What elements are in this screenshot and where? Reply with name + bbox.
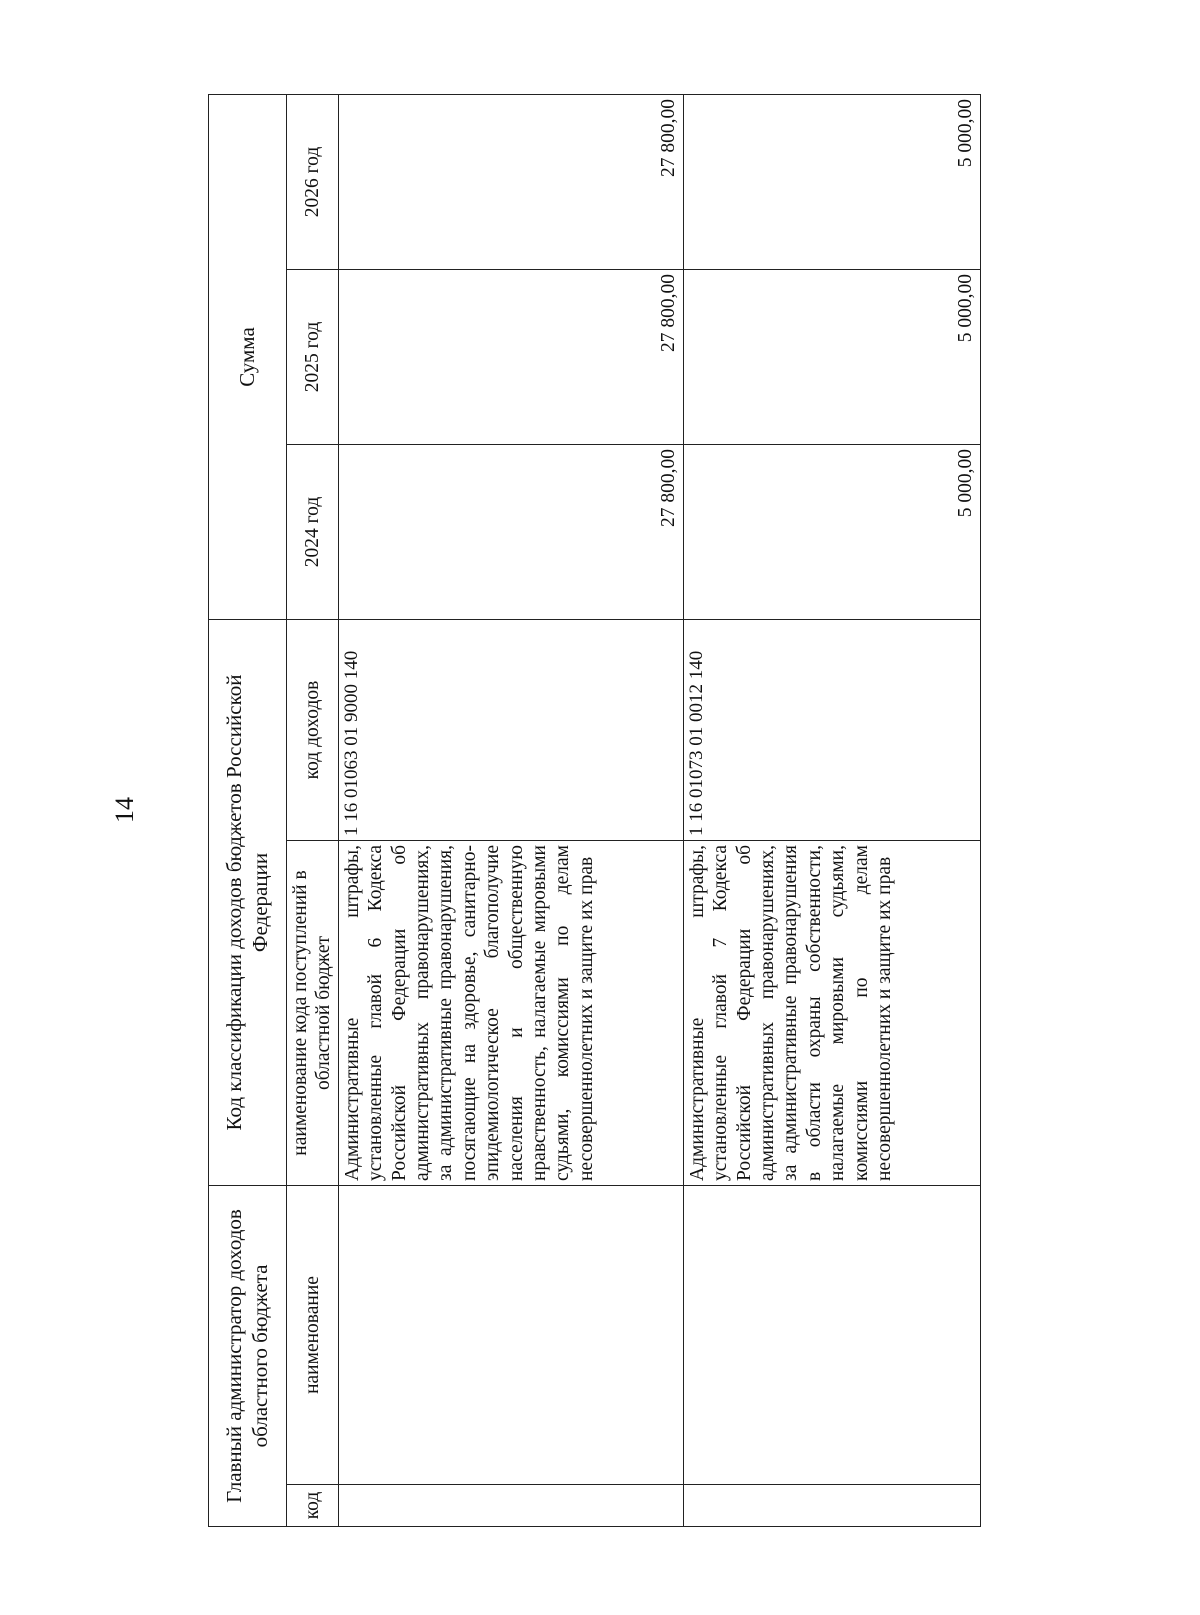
header-row-columns xyxy=(287,94,339,1526)
header-income-code: код доходов xyxy=(287,619,339,840)
header-year-2025: 2025 год xyxy=(287,269,339,444)
row-code xyxy=(338,1485,683,1527)
table-row xyxy=(683,94,980,1526)
header-year-2026: 2026 год xyxy=(287,94,339,269)
page-number: 14 xyxy=(110,797,139,823)
row-sum-2026: 27 800,00 xyxy=(338,94,683,269)
row-sum-2024: 5 000,00 xyxy=(683,444,980,619)
header-row-groups xyxy=(209,94,287,1526)
header-admin-group: Главный администратор доходов областного бюджета xyxy=(209,1186,287,1527)
row-name xyxy=(338,1186,683,1485)
row-income-name: Административные штрафы, установленные главой 7 Кодекса Российской Федерации об административных правонарушениях, за административные правонарушения в области охраны собственности, налагаемые мировыми судьями, комиссиями по делам несовершеннолетних и защите их прав xyxy=(683,841,980,1186)
row-income-code: 1 16 01073 01 0012 140 xyxy=(683,619,980,840)
rotated-table-container xyxy=(208,95,978,1527)
table-row xyxy=(338,94,683,1526)
row-sum-2026: 5 000,00 xyxy=(683,94,980,269)
header-year-2024: 2024 год xyxy=(287,444,339,619)
budget-income-table xyxy=(208,94,981,1527)
row-sum-2024: 27 800,00 xyxy=(338,444,683,619)
header-income-name: наименование кода поступлений в областной бюджет xyxy=(287,841,339,1186)
header-code: код xyxy=(287,1485,339,1527)
row-sum-2025: 5 000,00 xyxy=(683,269,980,444)
header-name: наименование xyxy=(287,1186,339,1485)
row-income-name: Административные штрафы, установленные главой 6 Кодекса Российской Федерации об административных правонарушениях, за административные правонарушения, посягающие на здоровье, санитарно-эпидемиологическое благополучие населения и общественную нравственность, налагаемые мировыми судьями, комиссиями по делам несовершеннолетних и защите их прав xyxy=(338,841,683,1186)
row-code xyxy=(683,1485,980,1527)
row-income-code: 1 16 01063 01 9000 140 xyxy=(338,619,683,840)
row-sum-2025: 27 800,00 xyxy=(338,269,683,444)
header-sum-group: Сумма xyxy=(209,94,287,619)
header-classification-group: Код классификации доходов бюджетов Российской Федерации xyxy=(209,619,287,1185)
row-name xyxy=(683,1186,980,1485)
